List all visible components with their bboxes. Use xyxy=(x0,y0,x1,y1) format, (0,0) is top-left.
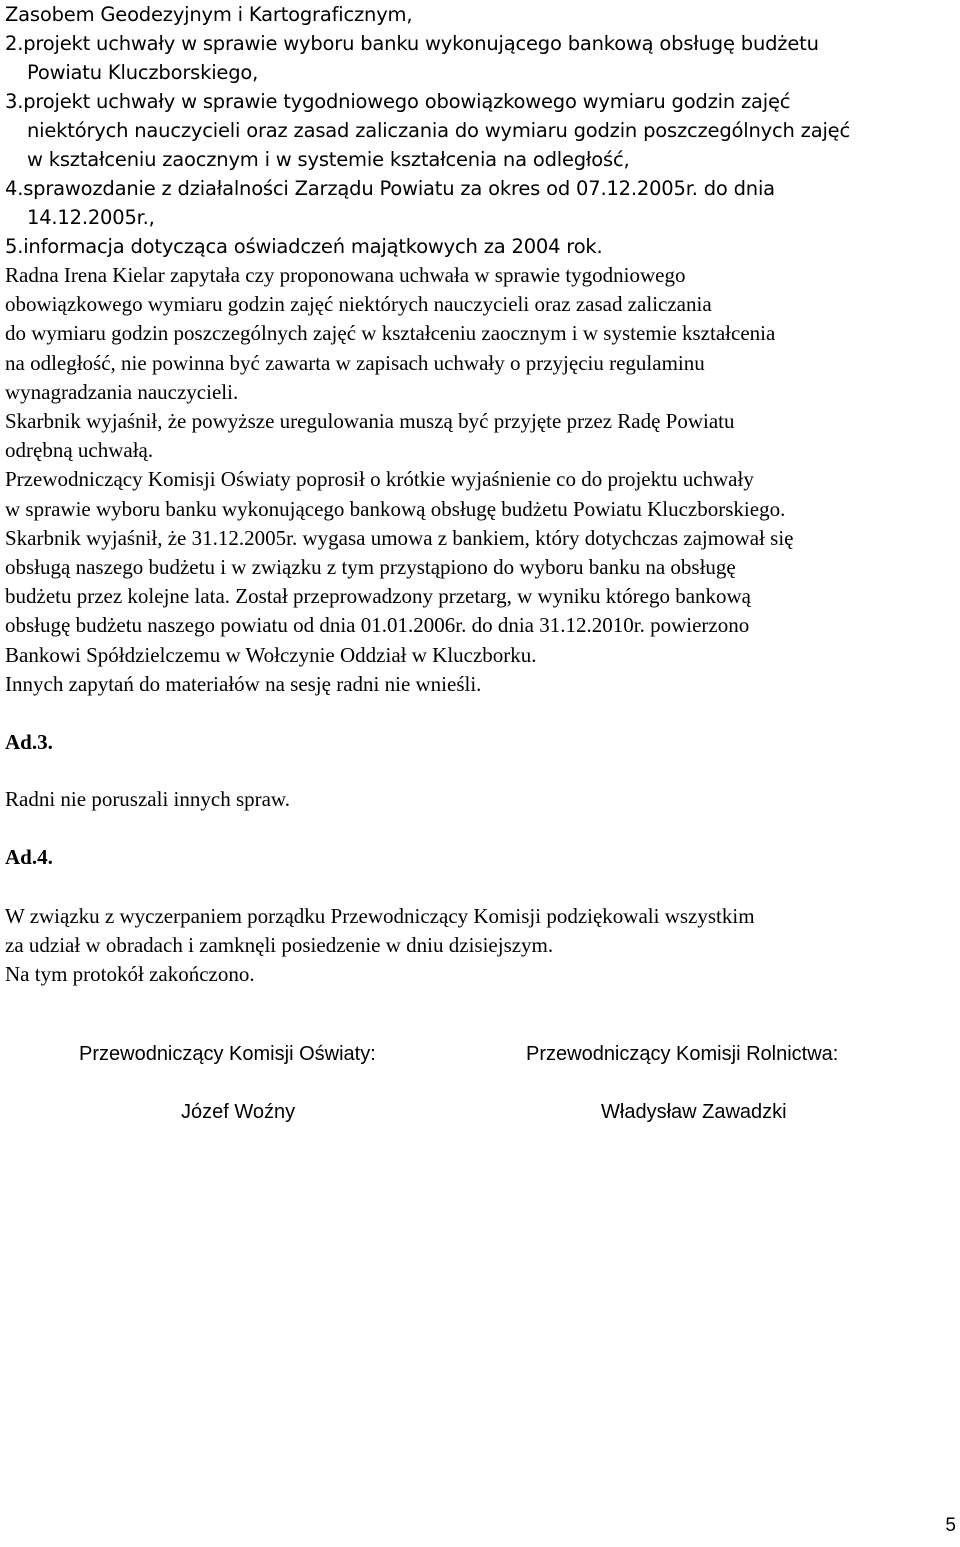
agenda-line: niektórych nauczycieli oraz zasad zaliczania do wymiaru godzin poszczególnych zajęć xyxy=(27,119,850,142)
agenda-item-5: 5.informacja dotycząca oświadczeń majątkowych za 2004 rok. xyxy=(5,235,603,258)
body-line: Przewodniczący Komisji Oświaty poprosił o krótkie wyjaśnienie co do projektu uchwały xyxy=(5,467,754,492)
agenda-line: 14.12.2005r., xyxy=(27,206,155,229)
signature-name-right: Władysław Zawadzki xyxy=(601,1101,787,1123)
body-line: w sprawie wyboru banku wykonującego bankową obsługę budżetu Powiatu Kluczborskiego. xyxy=(5,496,786,521)
signature-title-left: Przewodniczący Komisji Oświaty: xyxy=(79,1043,376,1065)
closing-line: Na tym protokół zakończono. xyxy=(5,962,255,987)
signature-block xyxy=(0,1040,960,1130)
closing-line: W związku z wyczerpaniem porządku Przewodniczący Komisji podziękowali wszystkim xyxy=(5,903,755,928)
signature-title-right: Przewodniczący Komisji Rolnictwa: xyxy=(526,1043,839,1065)
body-line: Skarbnik wyjaśnił, że powyższe uregulowania muszą być przyjęte przez Radę Powiatu xyxy=(5,409,735,434)
body-line: do wymiaru godzin poszczególnych zajęć w kształceniu zaocznym i w systemie kształcenia xyxy=(5,321,776,346)
body-line: wynagradzania nauczycieli. xyxy=(5,379,239,404)
agenda-item-2: 2.projekt uchwały w sprawie wyboru banku wykonującego bankową obsługę budżetu xyxy=(5,32,819,55)
body-line: Skarbnik wyjaśnił, że 31.12.2005r. wygasa umowa z bankiem, który dotychczas zajmował się xyxy=(5,525,794,550)
signature-name-left: Józef Woźny xyxy=(181,1101,296,1123)
body-line: Innych zapytań do materiałów na sesję radni nie wnieśli. xyxy=(5,671,482,696)
body-line: obsługą naszego budżetu i w związku z tym przystąpiono do wyboru banku na obsługę xyxy=(5,555,736,580)
body-line: Bankowi Spółdzielczemu w Wołczynie Oddział w Kluczborku. xyxy=(5,642,537,667)
body-line: Radna Irena Kielar zapytała czy proponowana uchwała w sprawie tygodniowego xyxy=(5,263,686,287)
page-number: 5 xyxy=(945,1515,956,1536)
agenda-line: Powiatu Kluczborskiego, xyxy=(27,61,259,84)
section-heading-ad4: Ad.4. xyxy=(5,845,53,870)
body-line: obowiązkowego wymiaru godzin zajęć niektórych nauczycieli oraz zasad zaliczania xyxy=(5,292,712,317)
body-line: na odległość, nie powinna być zawarta w zapisach uchwały o przyjęciu regulaminu xyxy=(5,350,705,375)
body-line: odrębną uchwałą. xyxy=(5,438,154,463)
body-line: obsługę budżetu naszego powiatu od dnia 01.01.2006r. do dnia 31.12.2010r. powierzono xyxy=(5,613,750,638)
agenda-list xyxy=(5,0,955,261)
section3-text: Radni nie poruszali innych spraw. xyxy=(5,787,290,812)
document-page xyxy=(5,0,955,989)
agenda-line: w kształceniu zaocznym i w systemie kształcenia na odległość, xyxy=(27,148,630,171)
section-heading-ad3: Ad.3. xyxy=(5,730,53,755)
agenda-item-4: 4.sprawozdanie z działalności Zarządu Powiatu za okres od 07.12.2005r. do dnia xyxy=(5,177,775,200)
agenda-line: Zasobem Geodezyjnym i Kartograficznym, xyxy=(5,3,413,26)
agenda-item-3: 3.projekt uchwały w sprawie tygodniowego obowiązkowego wymiaru godzin zajęć xyxy=(5,90,791,113)
closing-line: za udział w obradach i zamknęli posiedzenie w dniu dzisiejszym. xyxy=(5,932,554,957)
discussion-paragraphs xyxy=(5,261,955,989)
body-line: budżetu przez kolejne lata. Został przeprowadzony przetarg, w wyniku którego bankową xyxy=(5,584,752,609)
